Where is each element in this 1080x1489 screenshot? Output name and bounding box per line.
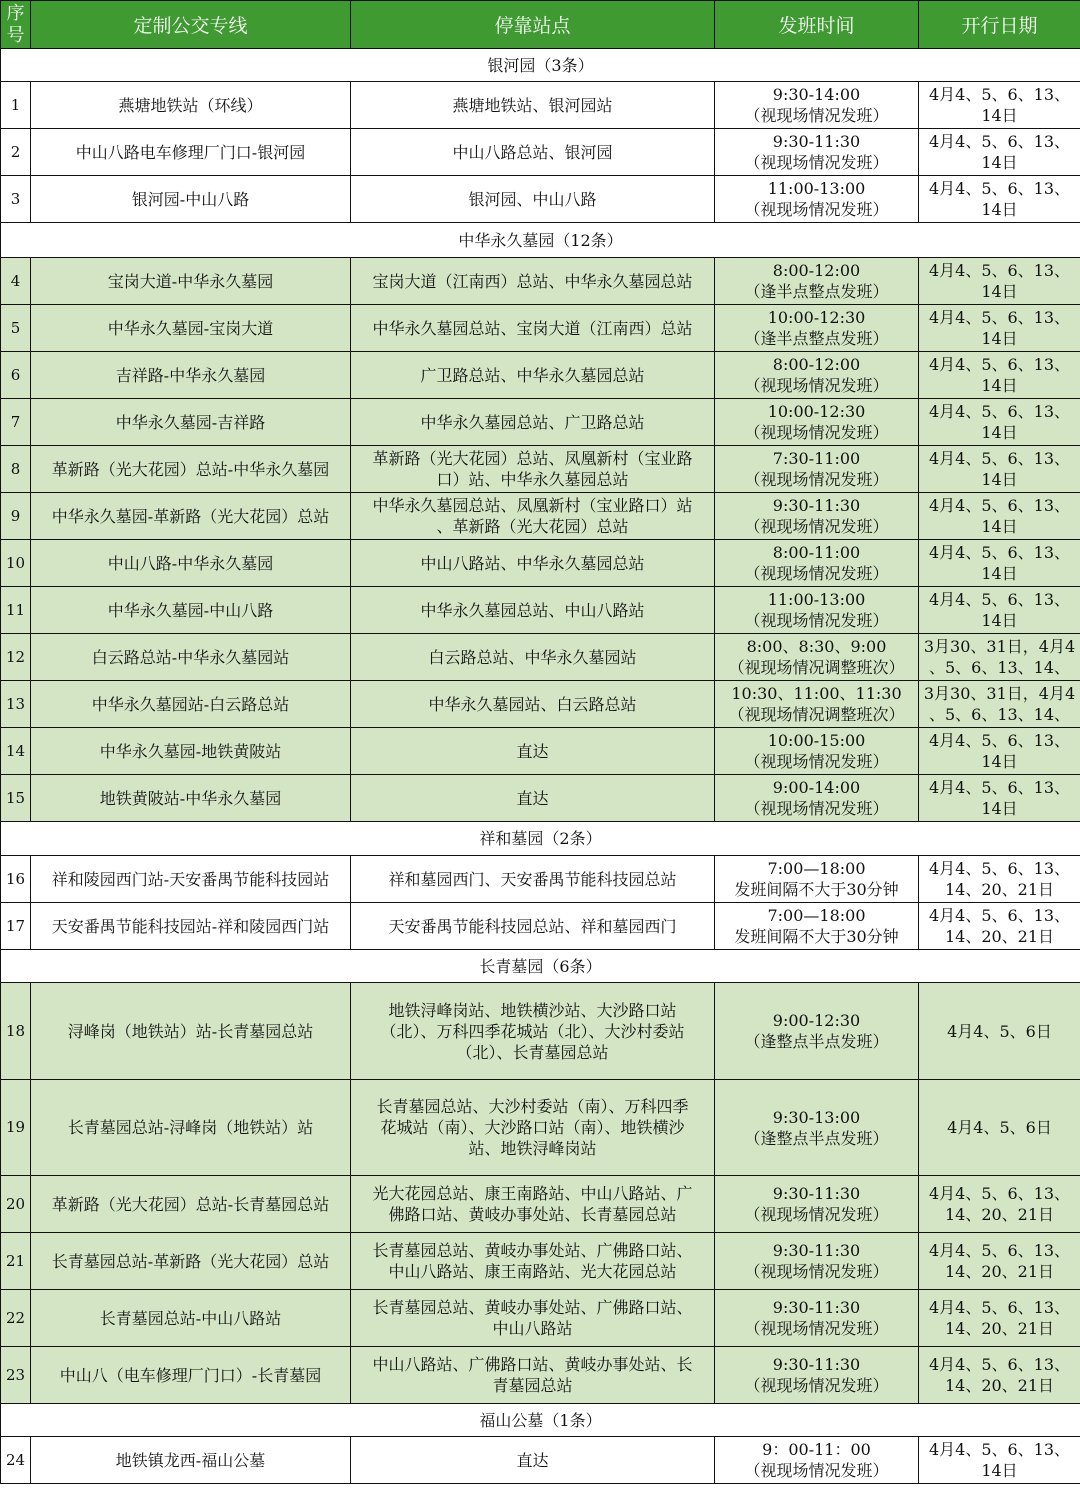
departure-time: 11:00-13:00 （视现场情况发班） xyxy=(715,176,919,223)
header-index: 序号 xyxy=(1,1,31,49)
table-header-row xyxy=(1,1,1080,49)
route-name: 长青墓园总站-革新路（光大花园）总站 xyxy=(31,1233,351,1290)
route-stops: 长青墓园总站、黄岐办事处站、广佛路口站、 中山八路站 xyxy=(351,1290,715,1347)
service-dates: 4月4、5、6、13、 14、20、21日 xyxy=(919,1233,1080,1290)
service-dates: 4月4、5、6、13、 14日 xyxy=(919,82,1080,129)
table-row xyxy=(1,681,1080,728)
route-stops: 白云路总站、中华永久墓园站 xyxy=(351,634,715,681)
departure-time: 7:30-11:00 （视现场情况发班） xyxy=(715,446,919,493)
table-row xyxy=(1,493,1080,540)
departure-time: 9:00-14:00 （视现场情况发班） xyxy=(715,775,919,822)
table-row xyxy=(1,983,1080,1080)
route-stops: 革新路（光大花园）总站、凤凰新村（宝业路 口）站、中华永久墓园总站 xyxy=(351,446,715,493)
route-name: 中华永久墓园-地铁黄陂站 xyxy=(31,728,351,775)
row-index: 5 xyxy=(1,305,31,352)
table-row xyxy=(1,1347,1080,1404)
table-row xyxy=(1,1290,1080,1347)
departure-time: 10:30、11:00、11:30 （视现场情况调整班次） xyxy=(715,681,919,728)
route-name: 地铁黄陂站-中华永久墓园 xyxy=(31,775,351,822)
route-name: 中华永久墓园-革新路（光大花园）总站 xyxy=(31,493,351,540)
route-stops: 中山八路站、中华永久墓园总站 xyxy=(351,540,715,587)
service-dates: 4月4、5、6、13、 14日 xyxy=(919,493,1080,540)
table-row xyxy=(1,856,1080,903)
row-index: 23 xyxy=(1,1347,31,1404)
row-index: 4 xyxy=(1,258,31,305)
service-dates: 4月4、5、6、13、 14日 xyxy=(919,258,1080,305)
section-title: 祥和墓园（2条） xyxy=(1,822,1080,856)
service-dates: 3月30、31日，4月4 、5、6、13、14、 xyxy=(919,681,1080,728)
header-time: 发班时间 xyxy=(715,1,919,49)
route-name: 吉祥路-中华永久墓园 xyxy=(31,352,351,399)
table-row xyxy=(1,399,1080,446)
row-index: 16 xyxy=(1,856,31,903)
route-stops: 直达 xyxy=(351,728,715,775)
departure-time: 9:30-11:30 （视现场情况发班） xyxy=(715,1290,919,1347)
route-stops: 中华永久墓园总站、中山八路站 xyxy=(351,587,715,634)
route-stops: 燕塘地铁站、银河园站 xyxy=(351,82,715,129)
section-title: 银河园（3条） xyxy=(1,49,1080,82)
section-title: 长青墓园（6条） xyxy=(1,950,1080,983)
section-row xyxy=(1,822,1080,856)
departure-time: 7:00—18:00 发班间隔不大于30分钟 xyxy=(715,856,919,903)
departure-time: 11:00-13:00 （视现场情况发班） xyxy=(715,587,919,634)
row-index: 21 xyxy=(1,1233,31,1290)
route-name: 长青墓园总站-中山八路站 xyxy=(31,1290,351,1347)
table-row xyxy=(1,634,1080,681)
route-name: 地铁镇龙西-福山公墓 xyxy=(31,1437,351,1484)
service-dates: 4月4、5、6、13、 14日 xyxy=(919,399,1080,446)
row-index: 22 xyxy=(1,1290,31,1347)
header-dates: 开行日期 xyxy=(919,1,1080,49)
section-row xyxy=(1,49,1080,82)
section-title: 中华永久墓园（12条） xyxy=(1,223,1080,258)
table-row xyxy=(1,129,1080,176)
table-row xyxy=(1,1437,1080,1484)
route-name: 祥和陵园西门站-天安番禺节能科技园站 xyxy=(31,856,351,903)
table-row xyxy=(1,305,1080,352)
row-index: 20 xyxy=(1,1176,31,1233)
table-row xyxy=(1,903,1080,950)
table-row xyxy=(1,1176,1080,1233)
table-row xyxy=(1,587,1080,634)
table-row xyxy=(1,540,1080,587)
route-name: 宝岗大道-中华永久墓园 xyxy=(31,258,351,305)
route-name: 中华永久墓园-吉祥路 xyxy=(31,399,351,446)
route-name: 中山八（电车修理厂门口）-长青墓园 xyxy=(31,1347,351,1404)
route-name: 银河园-中山八路 xyxy=(31,176,351,223)
service-dates: 4月4、5、6、13、 14、20、21日 xyxy=(919,903,1080,950)
route-stops: 广卫路总站、中华永久墓园总站 xyxy=(351,352,715,399)
departure-time: 10:00-15:00 （视现场情况发班） xyxy=(715,728,919,775)
route-name: 革新路（光大花园）总站-长青墓园总站 xyxy=(31,1176,351,1233)
table-row xyxy=(1,176,1080,223)
service-dates: 4月4、5、6、13、 14、20、21日 xyxy=(919,1290,1080,1347)
route-name: 白云路总站-中华永久墓园站 xyxy=(31,634,351,681)
route-stops: 中华永久墓园总站、宝岗大道（江南西）总站 xyxy=(351,305,715,352)
departure-time: 9:00-12:30 （逢整点半点发班） xyxy=(715,983,919,1080)
service-dates: 4月4、5、6、13、 14日 xyxy=(919,1437,1080,1484)
row-index: 11 xyxy=(1,587,31,634)
row-index: 7 xyxy=(1,399,31,446)
route-stops: 直达 xyxy=(351,775,715,822)
row-index: 15 xyxy=(1,775,31,822)
route-stops: 长青墓园总站、黄岐办事处站、广佛路口站、 中山八路站、康王南路站、光大花园总站 xyxy=(351,1233,715,1290)
departure-time: 9:30-11:30 （视现场情况发班） xyxy=(715,1347,919,1404)
route-name: 革新路（光大花园）总站-中华永久墓园 xyxy=(31,446,351,493)
row-index: 6 xyxy=(1,352,31,399)
row-index: 17 xyxy=(1,903,31,950)
departure-time: 9：00-11：00 （视现场情况发班） xyxy=(715,1437,919,1484)
route-name: 天安番禺节能科技园站-祥和陵园西门站 xyxy=(31,903,351,950)
service-dates: 4月4、5、6、13、 14日 xyxy=(919,728,1080,775)
departure-time: 9:30-13:00 （逢整点半点发班） xyxy=(715,1080,919,1176)
row-index: 9 xyxy=(1,493,31,540)
route-stops: 长青墓园总站、大沙村委站（南）、万科四季 花城站（南）、大沙路口站（南）、地铁横沙 站、地铁浔峰岗站 xyxy=(351,1080,715,1176)
route-stops: 祥和墓园西门、天安番禺节能科技园总站 xyxy=(351,856,715,903)
service-dates: 4月4、5、6日 xyxy=(919,983,1080,1080)
table-row xyxy=(1,352,1080,399)
departure-time: 9:30-14:00 （视现场情况发班） xyxy=(715,82,919,129)
service-dates: 4月4、5、6、13、 14、20、21日 xyxy=(919,856,1080,903)
departure-time: 8:00-12:00 （视现场情况发班） xyxy=(715,352,919,399)
route-name: 长青墓园总站-浔峰岗（地铁站）站 xyxy=(31,1080,351,1176)
departure-time: 8:00、8:30、9:00 （视现场情况调整班次） xyxy=(715,634,919,681)
service-dates: 4月4、5、6日 xyxy=(919,1080,1080,1176)
service-dates: 4月4、5、6、13、 14、20、21日 xyxy=(919,1176,1080,1233)
row-index: 14 xyxy=(1,728,31,775)
route-name: 中山八路-中华永久墓园 xyxy=(31,540,351,587)
section-row xyxy=(1,223,1080,258)
departure-time: 9:30-11:30 （视现场情况发班） xyxy=(715,129,919,176)
departure-time: 10:00-12:30 （视现场情况发班） xyxy=(715,399,919,446)
route-stops: 光大花园总站、康王南路站、中山八路站、广 佛路口站、黄岐办事处站、长青墓园总站 xyxy=(351,1176,715,1233)
row-index: 10 xyxy=(1,540,31,587)
route-name: 浔峰岗（地铁站）站-长青墓园总站 xyxy=(31,983,351,1080)
section-row xyxy=(1,950,1080,983)
route-stops: 中华永久墓园总站、广卫路总站 xyxy=(351,399,715,446)
route-stops: 地铁浔峰岗站、地铁横沙站、大沙路口站 （北）、万科四季花城站（北）、大沙村委站 （北）、长青墓园总站 xyxy=(351,983,715,1080)
table-row xyxy=(1,1233,1080,1290)
route-stops: 中华永久墓园总站、凤凰新村（宝业路口）站 、革新路（光大花园）总站 xyxy=(351,493,715,540)
route-stops: 银河园、中山八路 xyxy=(351,176,715,223)
row-index: 2 xyxy=(1,129,31,176)
section-row xyxy=(1,1404,1080,1437)
row-index: 8 xyxy=(1,446,31,493)
departure-time: 9:30-11:30 （视现场情况发班） xyxy=(715,493,919,540)
service-dates: 4月4、5、6、13、 14日 xyxy=(919,587,1080,634)
service-dates: 3月30、31日，4月4 、5、6、13、14、 xyxy=(919,634,1080,681)
row-index: 13 xyxy=(1,681,31,728)
route-name: 中华永久墓园-宝岗大道 xyxy=(31,305,351,352)
route-stops: 宝岗大道（江南西）总站、中华永久墓园总站 xyxy=(351,258,715,305)
service-dates: 4月4、5、6、13、 14日 xyxy=(919,446,1080,493)
service-dates: 4月4、5、6、13、 14日 xyxy=(919,129,1080,176)
service-dates: 4月4、5、6、13、 14、20、21日 xyxy=(919,1347,1080,1404)
route-stops: 中山八路站、广佛路口站、黄岐办事处站、长 青墓园总站 xyxy=(351,1347,715,1404)
row-index: 19 xyxy=(1,1080,31,1176)
route-stops: 直达 xyxy=(351,1437,715,1484)
row-index: 3 xyxy=(1,176,31,223)
row-index: 24 xyxy=(1,1437,31,1484)
row-index: 12 xyxy=(1,634,31,681)
table-row xyxy=(1,1080,1080,1176)
table-row xyxy=(1,775,1080,822)
service-dates: 4月4、5、6、13、 14日 xyxy=(919,775,1080,822)
route-name: 中华永久墓园-中山八路 xyxy=(31,587,351,634)
row-index: 1 xyxy=(1,82,31,129)
route-name: 中华永久墓园站-白云路总站 xyxy=(31,681,351,728)
departure-time: 8:00-12:00 （逢半点整点发班） xyxy=(715,258,919,305)
service-dates: 4月4、5、6、13、 14日 xyxy=(919,305,1080,352)
departure-time: 10:00-12:30 （逢半点整点发班） xyxy=(715,305,919,352)
row-index: 18 xyxy=(1,983,31,1080)
service-dates: 4月4、5、6、13、 14日 xyxy=(919,176,1080,223)
route-stops: 中山八路总站、银河园 xyxy=(351,129,715,176)
header-stops: 停靠站点 xyxy=(351,1,715,49)
route-name: 燕塘地铁站（环线） xyxy=(31,82,351,129)
route-stops: 天安番禺节能科技园总站、祥和墓园西门 xyxy=(351,903,715,950)
route-stops: 中华永久墓园站、白云路总站 xyxy=(351,681,715,728)
section-title: 福山公墓（1条） xyxy=(1,1404,1080,1437)
table-row xyxy=(1,446,1080,493)
departure-time: 7:00—18:00 发班间隔不大于30分钟 xyxy=(715,903,919,950)
service-dates: 4月4、5、6、13、 14日 xyxy=(919,540,1080,587)
service-dates: 4月4、5、6、13、 14日 xyxy=(919,352,1080,399)
departure-time: 9:30-11:30 （视现场情况发班） xyxy=(715,1233,919,1290)
table-row xyxy=(1,82,1080,129)
table-row xyxy=(1,728,1080,775)
departure-time: 9:30-11:30 （视现场情况发班） xyxy=(715,1176,919,1233)
header-route: 定制公交专线 xyxy=(31,1,351,49)
table-row xyxy=(1,258,1080,305)
departure-time: 8:00-11:00 （视现场情况发班） xyxy=(715,540,919,587)
route-name: 中山八路电车修理厂门口-银河园 xyxy=(31,129,351,176)
